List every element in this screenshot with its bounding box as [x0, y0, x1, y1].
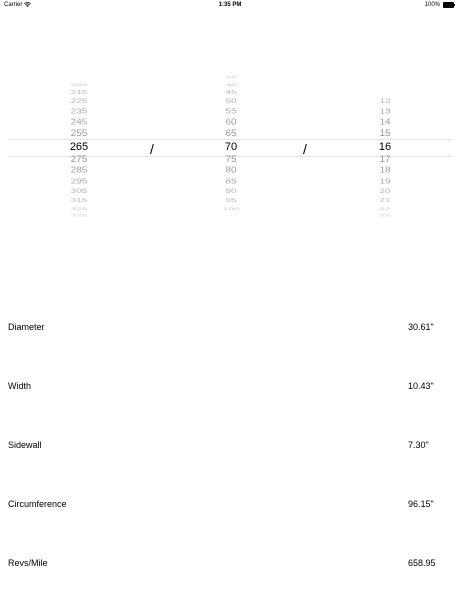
- picker-row[interactable]: 255: [70, 129, 88, 139]
- picker-row[interactable]: 235: [70, 107, 88, 116]
- result-value: 658.95: [408, 558, 436, 568]
- picker-row[interactable]: 325: [70, 206, 88, 211]
- picker-row[interactable]: 225: [70, 98, 88, 106]
- battery-percentage: 100%: [424, 2, 440, 8]
- picker-row[interactable]: 305: [70, 188, 88, 195]
- result-label: Circumference: [8, 499, 67, 509]
- result-row-diameter: [0, 322, 460, 336]
- picker-row[interactable]: 15: [379, 129, 391, 139]
- carrier-label: Carrier: [4, 2, 23, 8]
- picker-row[interactable]: 295: [70, 177, 88, 186]
- picker-row[interactable]: 18: [379, 166, 391, 176]
- tire-width-wheel[interactable]: [49, 62, 109, 230]
- status-time: 1:35 PM: [218, 2, 242, 8]
- tire-size-picker[interactable]: [0, 62, 460, 230]
- picker-row[interactable]: 14: [379, 118, 391, 127]
- picker-row[interactable]: 19: [379, 177, 391, 186]
- result-value: 30.61": [408, 322, 434, 332]
- result-label: Revs/Mile: [8, 558, 48, 568]
- battery-icon: [443, 2, 456, 8]
- picker-row[interactable]: 55: [225, 107, 237, 116]
- picker-row[interactable]: 90: [225, 188, 237, 195]
- result-value: 96.15": [408, 499, 434, 509]
- status-right: [425, 2, 456, 8]
- picker-row[interactable]: 80: [225, 166, 237, 176]
- picker-row[interactable]: 75: [225, 154, 237, 165]
- picker-row[interactable]: 100: [222, 206, 240, 211]
- result-row-revs-per-mile: [0, 558, 460, 572]
- picker-row-selected[interactable]: 265: [69, 141, 89, 153]
- separator-slash: /: [303, 141, 307, 157]
- picker-row[interactable]: 85: [225, 177, 237, 186]
- result-row-sidewall: [0, 440, 460, 454]
- picker-row[interactable]: 315: [70, 197, 88, 204]
- picker-row-selected[interactable]: 70: [224, 141, 238, 153]
- picker-row[interactable]: 95: [225, 197, 237, 204]
- picker-row[interactable]: 35: [225, 76, 237, 81]
- picker-row[interactable]: 215: [70, 90, 88, 96]
- result-row-width: [0, 381, 460, 395]
- picker-row[interactable]: 40: [225, 82, 237, 88]
- picker-row[interactable]: 275: [70, 154, 88, 165]
- picker-row[interactable]: 205: [70, 82, 88, 88]
- separator-slash: /: [150, 141, 154, 157]
- status-bar: [0, 0, 460, 12]
- picker-row-selected[interactable]: 16: [378, 141, 392, 153]
- picker-row[interactable]: 45: [225, 90, 237, 96]
- result-value: 7.30": [408, 440, 429, 450]
- picker-row[interactable]: 13: [379, 107, 391, 116]
- picker-row[interactable]: 17: [379, 154, 391, 165]
- picker-row[interactable]: 12: [379, 98, 391, 106]
- picker-row[interactable]: 21: [379, 197, 391, 204]
- picker-row[interactable]: 20: [379, 188, 391, 195]
- picker-row[interactable]: 285: [70, 166, 88, 176]
- picker-row[interactable]: 65: [225, 129, 237, 139]
- result-row-circumference: [0, 499, 460, 513]
- result-value: 10.43": [408, 381, 434, 391]
- rim-diameter-wheel[interactable]: [355, 62, 415, 230]
- picker-row[interactable]: 50: [225, 98, 237, 106]
- picker-row[interactable]: 23: [379, 213, 391, 218]
- picker-row[interactable]: 22: [379, 206, 391, 211]
- result-label: Width: [8, 381, 32, 391]
- picker-row[interactable]: 60: [225, 118, 237, 127]
- aspect-ratio-wheel[interactable]: [201, 62, 261, 230]
- result-label: Diameter: [8, 322, 45, 332]
- result-label: Sidewall: [8, 440, 42, 450]
- picker-row[interactable]: 245: [70, 118, 88, 127]
- picker-row[interactable]: 335: [70, 213, 88, 218]
